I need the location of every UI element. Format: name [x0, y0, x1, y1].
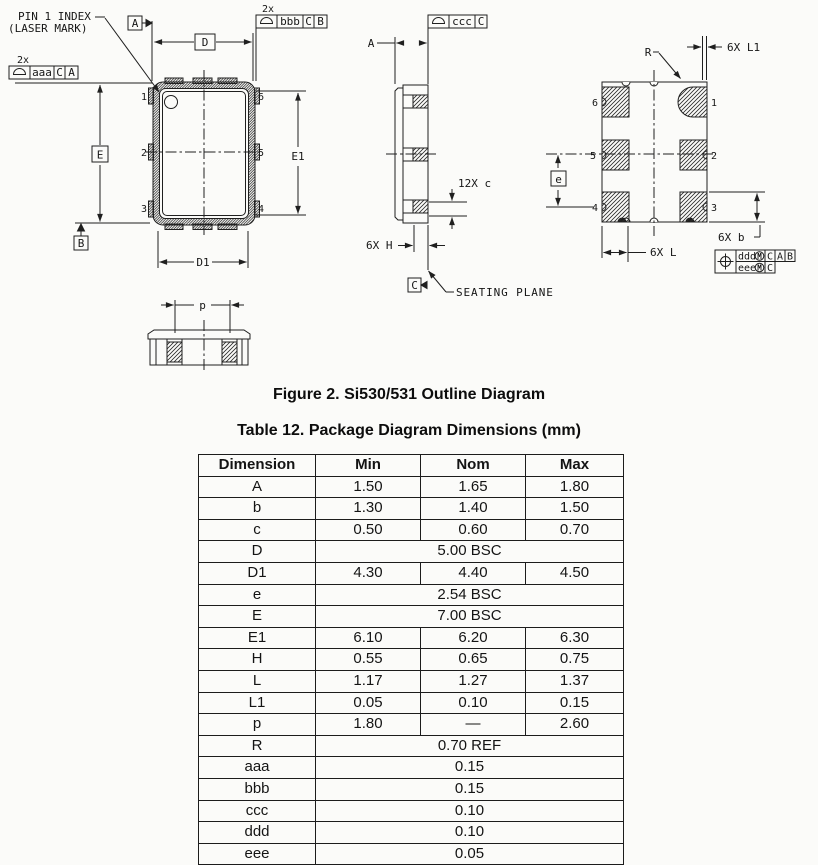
table-row: E1 6.10 6.20 6.30: [199, 627, 624, 649]
dim-D1-label: D1: [196, 256, 210, 269]
dimensions-table: [198, 454, 624, 865]
table-row: ccc 0.10: [199, 800, 624, 822]
pin-number: 1: [140, 92, 147, 103]
dim-L-label: 6X L: [650, 246, 677, 259]
dim-L1-label: 6X L1: [727, 41, 761, 54]
pin-number: 3: [140, 204, 147, 215]
table-row: b 1.30 1.40 1.50: [199, 498, 624, 520]
table-row: L 1.17 1.27 1.37: [199, 670, 624, 692]
pin-number: 5: [589, 151, 596, 162]
fcf-aaa-ref1: C: [56, 66, 63, 79]
dim-e-label: e: [555, 173, 562, 186]
dim-E1-label: E1: [291, 150, 305, 163]
svg-text:M: M: [757, 263, 762, 273]
table-row: ddd 0.10: [199, 822, 624, 844]
p-view-lid: [148, 330, 250, 339]
fcf-ddd-ref3: B: [786, 251, 794, 263]
pin-number: 6: [258, 92, 265, 103]
fcf-bbb: [256, 4, 327, 81]
fcf-bbb-tol: bbb: [280, 15, 300, 28]
dim-A-side: [368, 28, 428, 84]
datum-a-flag: [128, 16, 152, 30]
dim-p-label: p: [199, 299, 206, 312]
table-row: H 0.55 0.65 0.75: [199, 649, 624, 671]
position-icon: [718, 254, 734, 270]
pin-number: 5: [258, 148, 265, 159]
table-row: A 1.50 1.65 1.80: [199, 476, 624, 498]
pin1-index-label: PIN 1 INDEX: [18, 10, 91, 23]
table-row: E 7.00 BSC: [199, 606, 624, 628]
dim-R: [645, 46, 681, 79]
table-caption: Table 12. Package Diagram Dimensions (mm): [237, 422, 581, 439]
pin-number: 2: [711, 151, 718, 162]
dim-A-label: A: [367, 37, 375, 50]
pin-number: 2: [140, 148, 147, 159]
col-header-max: Max: [526, 455, 624, 477]
profile-of-line-icon: [14, 69, 26, 75]
dim-D-label: D: [201, 36, 209, 49]
fcf-ddd-ref2: A: [776, 251, 784, 263]
table-row: L1 0.05 0.10 0.15: [199, 692, 624, 714]
fcf-position: [715, 250, 795, 274]
mmc-icon: [755, 252, 764, 261]
table-row: eee 0.05: [199, 843, 624, 865]
table-row: p 1.80 — 2.60: [199, 714, 624, 736]
col-header-dimension: Dimension: [199, 455, 316, 477]
fcf-aaa-tol: aaa: [32, 66, 52, 79]
laser-mark-label: (LASER MARK): [8, 22, 88, 35]
pin-number: 4: [591, 203, 598, 214]
profile-of-line-icon: [433, 18, 445, 24]
dim-p: [161, 299, 244, 333]
fcf-eee-tol: eee: [737, 263, 757, 274]
fcf-bbb-qty: 2x: [262, 4, 275, 15]
dim-D: [152, 21, 253, 81]
dim-L: [602, 226, 677, 262]
dim-L1: [687, 36, 760, 80]
dim-R-label: R: [644, 46, 652, 59]
table-row: D1 4.30 4.40 4.50: [199, 562, 624, 584]
pin-number: 6: [591, 98, 598, 109]
col-header-nom: Nom: [421, 455, 526, 477]
col-header-min: Min: [316, 455, 421, 477]
pin1-rounded-pad: [678, 87, 707, 117]
table-row: bbb 0.15: [199, 778, 624, 800]
seating-plane-label: SEATING PLANE: [456, 286, 554, 299]
bottom-view: [546, 36, 795, 274]
table-header-row: [199, 455, 624, 477]
pin-number: 1: [711, 98, 718, 109]
dim-e: [546, 156, 594, 208]
figure-caption: Figure 2. Si530/531 Outline Diagram: [272, 386, 546, 403]
side-view: [366, 15, 554, 299]
front-view: [8, 4, 327, 269]
p-view: [148, 299, 250, 372]
fcf-bbb-ref1: C: [305, 15, 312, 28]
fcf-bbb-ref2: B: [317, 15, 324, 28]
fcf-ccc-ref1: C: [477, 15, 485, 28]
fcf-eee-ref1: C: [766, 263, 774, 274]
table-row: D 5.00 BSC: [199, 541, 624, 563]
datum-c-label: C: [411, 279, 418, 292]
fcf-ccc-tol: ccc: [452, 15, 472, 28]
dim-H: [366, 225, 445, 270]
datum-a-label: A: [131, 17, 139, 30]
dim-c: [429, 177, 491, 229]
outline-diagram: [0, 0, 818, 380]
pin-number: 4: [258, 204, 265, 215]
svg-text:M: M: [757, 251, 762, 261]
dim-E-label: E: [96, 148, 104, 162]
fcf-ddd-ref1: C: [766, 251, 774, 263]
fcf-ccc: [428, 15, 487, 28]
table-row: c 0.50 0.60 0.70: [199, 519, 624, 541]
mmc-icon: [755, 263, 764, 272]
fcf-aaa-ref2: A: [68, 66, 75, 79]
datum-b-label: B: [77, 237, 85, 250]
dim-H-label: 6X H: [366, 239, 393, 252]
dim-c-label: 12X c: [458, 177, 492, 190]
profile-of-line-icon: [261, 18, 273, 24]
table-row: e 2.54 BSC: [199, 584, 624, 606]
fcf-aaa: [9, 55, 78, 79]
dim-E: [15, 83, 153, 223]
dim-b-label: 6X b: [718, 231, 745, 244]
datum-b-flag: [74, 224, 88, 250]
fcf-ddd-tol: ddd: [737, 251, 757, 263]
pin1-index-mark: [165, 96, 178, 109]
table-row: R 0.70 REF: [199, 735, 624, 757]
pin-number: 3: [711, 203, 718, 214]
fcf-aaa-qty: 2x: [17, 55, 30, 66]
dim-b: [709, 192, 765, 244]
table-row: aaa 0.15: [199, 757, 624, 779]
dim-D1: [158, 231, 248, 269]
seating-plane-callout: [408, 271, 554, 299]
